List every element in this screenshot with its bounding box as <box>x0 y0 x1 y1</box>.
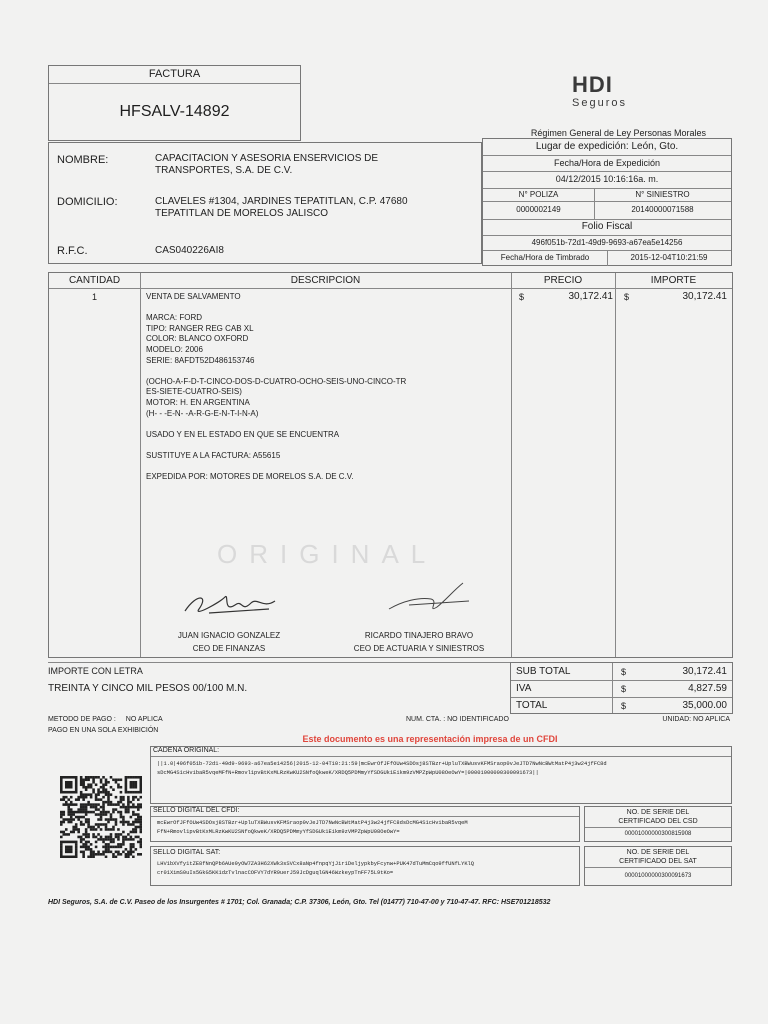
row-amount: 30,172.41 <box>682 291 727 302</box>
iva-label: IVA <box>516 683 532 694</box>
description-line <box>146 366 506 377</box>
subtotal-value: 30,172.41 <box>682 666 727 677</box>
csd-label2: CERTIFICADO DEL CSD <box>618 818 698 825</box>
description-line: SUSTITUYE A LA FACTURA: A55615 <box>146 450 281 460</box>
right-signer-name: RICARDO TINAJERO BRAVO <box>364 631 474 640</box>
place-value: León, Gto. <box>631 141 679 152</box>
claim-value: 20140000071588 <box>631 205 694 214</box>
iva-value: 4,827.59 <box>688 683 727 694</box>
client-box <box>48 142 482 264</box>
row-price-currency: $ <box>519 292 525 302</box>
row-qty: 1 <box>91 292 97 302</box>
issue-date-value: 04/12/2015 10:16:16a. m. <box>555 174 659 184</box>
header-desc: DESCRIPCION <box>290 275 361 286</box>
client-address-line1: CLAVELES #1304, JARDINES TEPATITLAN, C.P. 47680 <box>155 196 408 207</box>
hdi-logo-text: HDI <box>572 72 613 97</box>
total-currency: $ <box>621 701 627 711</box>
watermark-original: ORIGINAL <box>217 539 438 569</box>
description-line <box>146 440 506 451</box>
regime-text: Régimen General de Ley Personas Morales <box>530 128 706 138</box>
sello-cfdi-line1: mcEwrOfJFfOUw4SDOsj8STBzr+UpluTXBWusvKFMSraop0vJeJTD7NwNcBWtMatP4j3w24jfFC8dsDcMG4S1cHvibaR5vqeM <box>157 820 468 826</box>
description-line: (H- - -E-N- -A-R-G-E-N-T-I-N-A) <box>146 408 259 418</box>
hdi-logo-sub: Seguros <box>572 97 627 109</box>
payment-method-value: NO APLICA <box>125 716 163 723</box>
folio-value: 496f051b-72d1-49d9-9693-a67ea5e14256 <box>531 238 683 247</box>
client-rfc-value: CAS040226AI8 <box>155 245 224 256</box>
stamp-label: Fecha/Hora de Timbrado <box>500 253 590 262</box>
description-line <box>146 419 506 430</box>
description-line: SERIE: 8AFDT52D486153746 <box>146 355 255 365</box>
left-signer-name: JUAN IGNACIO GONZALEZ <box>177 631 281 640</box>
description-line <box>146 303 506 314</box>
row-amount-currency: $ <box>624 292 630 302</box>
subtotal-currency: $ <box>621 667 627 677</box>
sat-cert-box <box>584 846 732 886</box>
sat-cert-label1: NO. DE SERIE DEL <box>626 849 690 856</box>
item-description <box>146 292 506 483</box>
header-amount: IMPORTE <box>650 275 697 286</box>
claim-label: N° SINIESTRO <box>635 190 690 199</box>
sello-cfdi-line2: FfN+Rmovl1pvBtKxMLRzKwKU2SNfoQkweK/XRDQ5PDMmyYfSDGUk1Eikm9zVMPZpWpU08OeOwY= <box>157 829 400 835</box>
csd-value: 00001000000300815908 <box>624 831 692 837</box>
sello-sat-line1: LHV1bXVfy1tZE8fNnQPb6AUe9yOW7ZA3H62XWk3sSVCx8aNp4fnpqYjJir1DeljypkbyFcynw+PUK47dTuMmCqo9ffUNfLYKlQ <box>157 861 475 867</box>
client-name-line2: TRANSPORTES, S.A. DE C.V. <box>155 165 293 176</box>
row-price: 30,172.41 <box>568 291 613 302</box>
description-line: ES-SIETE-CUATRO-SEIS) <box>146 387 242 397</box>
sat-cert-value: 00001000000300091673 <box>624 873 692 879</box>
client-address-line2: TEPATITLAN DE MORELOS JALISCO <box>155 208 328 219</box>
amount-words-box <box>48 662 510 712</box>
account-number: NUM. CTA. : NO IDENTIFICADO <box>406 716 509 723</box>
description-line: TIPO: RANGER REG CAB XL <box>146 323 254 333</box>
left-signer-title: CEO DE FINANZAS <box>192 644 266 653</box>
place-label: Lugar de expedición: <box>535 141 629 152</box>
hdi-logo <box>560 72 650 112</box>
sello-cfdi-label: SELLO DIGITAL DEL CFDI: <box>153 807 240 814</box>
sello-sat-line2: cr01XimS0uIs5GkG5KK1dzTvlnacCOFVY7dYR9uerJ59JcDguqlGN46WzkeypTnFF75L9tKo= <box>157 870 394 876</box>
amount-words-value: TREINTA Y CINCO MIL PESOS 00/100 M.N. <box>48 683 248 694</box>
invoice-box <box>48 65 301 141</box>
single-payment-text: PAGO EN UNA SOLA EXHIBICIÓN <box>48 727 159 734</box>
iva-currency: $ <box>621 684 627 694</box>
cadena-line1: ||1.0|496f051b-72d1-49d9-9693-a67ea5e14256|2015-12-04T10:21:59|mcEwrOfJFfOUw4SDOsj8STBzr+UpluTXBWusvKFMSraop0vJeJTD7NwNcBWtMatP4j3w24jfFC8d <box>157 761 607 767</box>
totals-box <box>510 662 733 714</box>
description-line: EXPEDIDA POR: MOTORES DE MORELOS S.A. DE C.V. <box>146 472 354 482</box>
items-table <box>48 272 733 658</box>
right-signature <box>379 579 479 619</box>
cadena-line2: sDcMG4S1cHvibaR5vqeMFfN+Rmovl1pvBtKxMLRzKwKU2SNfoQkweK/XRDQ5PDMmyYfSDGUk1Eikm9zVMPZpWpU08OeOwY=|00001000000300091673|| <box>157 770 539 776</box>
folio-label: Folio Fiscal <box>581 221 633 232</box>
subtotal-label: SUB TOTAL <box>516 666 571 677</box>
invoice-number: HFSALV-14892 <box>119 103 230 120</box>
description-line: MODELO: 2006 <box>146 344 203 354</box>
invoice-label: FACTURA <box>148 68 201 80</box>
csd-box <box>584 806 732 842</box>
stamp-value: 2015-12-04T10:21:59 <box>630 253 708 262</box>
total-value: 35,000.00 <box>682 700 727 711</box>
client-address-label: DOMICILIO: <box>57 196 118 208</box>
client-name-label: NOMBRE: <box>57 154 109 166</box>
cfdi-notice: Este documento es una representación impresa de un CFDI <box>302 734 558 744</box>
total-label: TOTAL <box>516 700 548 711</box>
left-signature <box>179 583 289 623</box>
policy-label: N° POLIZA <box>518 190 559 199</box>
issue-date-label: Fecha/Hora de Expedición <box>553 158 661 168</box>
qr-code <box>60 776 142 858</box>
payment-method-label: METODO DE PAGO : <box>48 716 116 723</box>
right-signer-title: CEO DE ACTUARIA Y SINIESTROS <box>353 644 485 653</box>
header-price: PRECIO <box>543 275 583 286</box>
header-qty: CANTIDAD <box>68 275 121 286</box>
description-line: MOTOR: H. EN ARGENTINA <box>146 397 250 407</box>
policy-value: 0000002149 <box>516 205 561 214</box>
description-line: (OCHO-A-F-D-T-CINCO-DOS-D-CUATRO-OCHO-SEIS-UNO-CINCO-TR <box>146 376 407 386</box>
csd-label1: NO. DE SERIE DEL <box>626 809 690 816</box>
client-rfc-label: R.F.C. <box>57 245 88 257</box>
cadena-label: CADENA ORIGINAL: <box>153 747 220 754</box>
issuer-box <box>482 138 732 266</box>
description-line: VENTA DE SALVAMENTO <box>146 292 241 301</box>
company-footer: HDI Seguros, S.A. de C.V. Paseo de los Insurgentes # 1701; Col. Granada; C.P. 37306, León, Gto. Tel (01477) 710-47-00 y 710-47-47. RFC: HSE701218532 <box>48 899 551 906</box>
sello-sat-box <box>150 846 580 886</box>
sello-cfdi-box <box>150 806 580 842</box>
description-line: MARCA: FORD <box>146 313 202 323</box>
description-line <box>146 462 506 473</box>
sello-sat-label: SELLO DIGITAL SAT: <box>153 849 221 856</box>
description-line: COLOR: BLANCO OXFORD <box>146 334 249 344</box>
unit-text: UNIDAD: NO APLICA <box>662 716 730 723</box>
client-name-line1: CAPACITACION Y ASESORIA ENSERVICIOS DE <box>155 153 379 164</box>
sat-cert-label2: CERTIFICADO DEL SAT <box>619 858 697 865</box>
cadena-box <box>150 746 732 804</box>
amount-words-label: IMPORTE CON LETRA <box>48 666 143 676</box>
description-line: USADO Y EN EL ESTADO EN QUE SE ENCUENTRA <box>146 429 340 439</box>
